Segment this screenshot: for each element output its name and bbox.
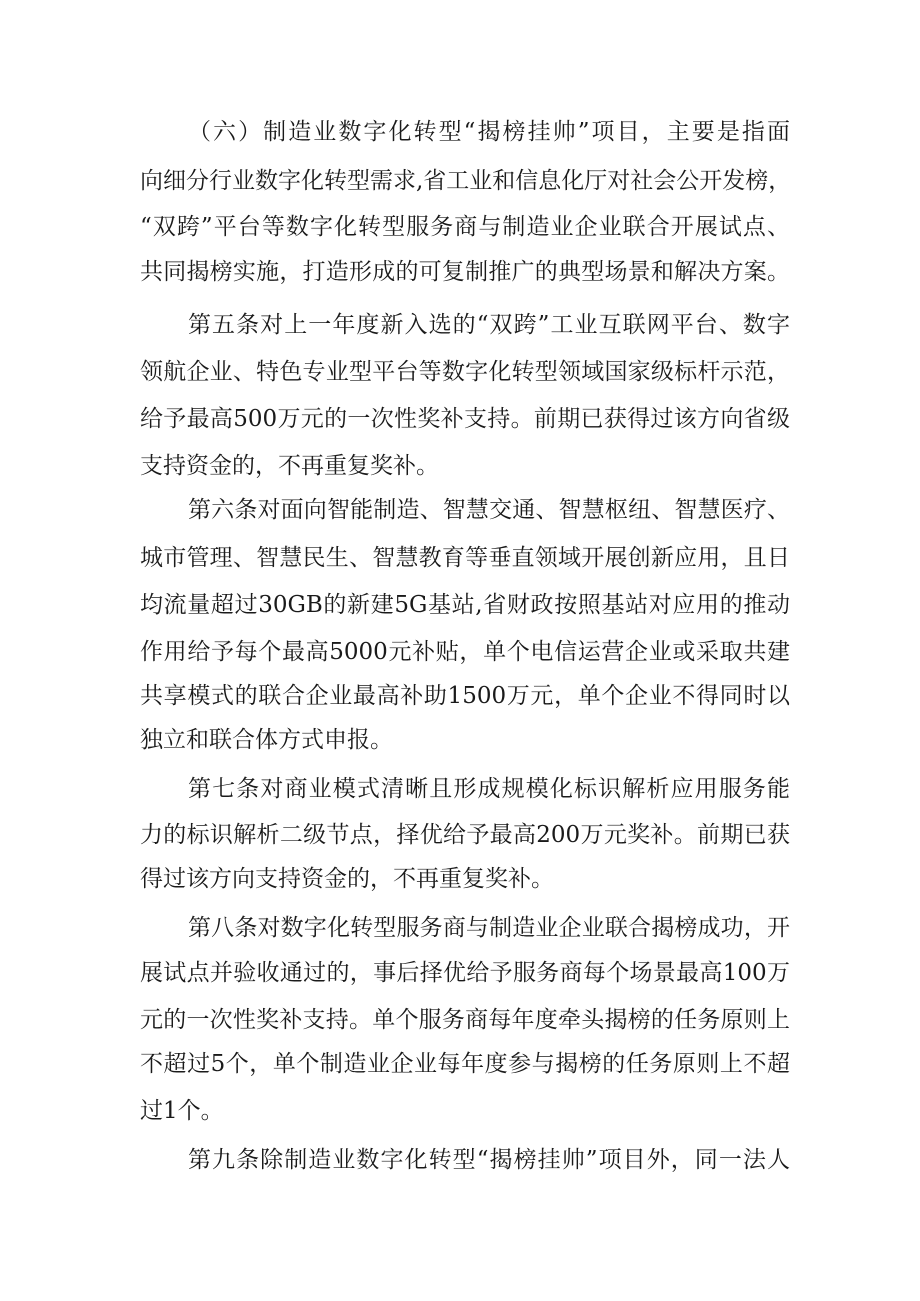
text-line: 不超过5个，单个制造业企业每年度参与揭榜的任务原则上不超: [140, 1051, 790, 1077]
text-line: 城市管理、智慧民生、智慧教育等垂直领域开展创新应用，且日: [140, 545, 790, 571]
text-line: “双跨”平台等数字化转型服务商与制造业企业联合开展试点、: [140, 214, 790, 240]
text-line: 第九条除制造业数字化转型“揭榜挂帅”项目外，同一法人: [188, 1147, 790, 1173]
text-line: 第七条对商业模式清晰且形成规模化标识解析应用服务能: [188, 776, 790, 802]
text-line: 展试点并验收通过的，事后择优给予服务商每个场景最高100万: [140, 960, 790, 986]
text-line: 独立和联合体方式申报。: [140, 727, 393, 753]
text-line: 均流量超过30GB的新建5G基站,省财政按照基站对应用的推动: [140, 592, 790, 618]
text-line: （六）制造业数字化转型“揭榜挂帅”项目，主要是指面: [188, 119, 790, 145]
text-line: 过1个。: [140, 1098, 224, 1124]
text-line: 给予最高500万元的一次性奖补支持。前期已获得过该方向省级: [140, 406, 790, 432]
text-line: 作用给予每个最高5000元补贴，单个电信运营企业或采取共建: [140, 639, 790, 665]
text-line: 共享模式的联合企业最高补助1500万元，单个企业不得同时以: [140, 683, 790, 709]
text-line: 第五条对上一年度新入选的“双跨”工业互联网平台、数字: [188, 312, 790, 338]
text-line: 力的标识解析二级节点，择优给予最高200万元奖补。前期已获: [140, 822, 790, 848]
text-line: 元的一次性奖补支持。单个服务商每年度牵头揭榜的任务原则上: [140, 1007, 790, 1033]
text-line: 共同揭榜实施，打造形成的可复制推广的典型场景和解决方案。: [140, 259, 790, 285]
text-line: 领航企业、特色专业型平台等数字化转型领域国家级标杆示范，: [140, 359, 790, 385]
text-line: 支持资金的，不再重复奖补。: [140, 453, 439, 479]
text-line: 第八条对数字化转型服务商与制造业企业联合揭榜成功，开: [188, 915, 790, 941]
text-line: 得过该方向支持资金的，不再重复奖补。: [140, 866, 554, 892]
text-line: 向细分行业数字化转型需求,省工业和信息化厅对社会公开发榜，: [140, 168, 792, 194]
text-line: 第六条对面向智能制造、智慧交通、智慧枢纽、智慧医疗、: [188, 497, 790, 523]
